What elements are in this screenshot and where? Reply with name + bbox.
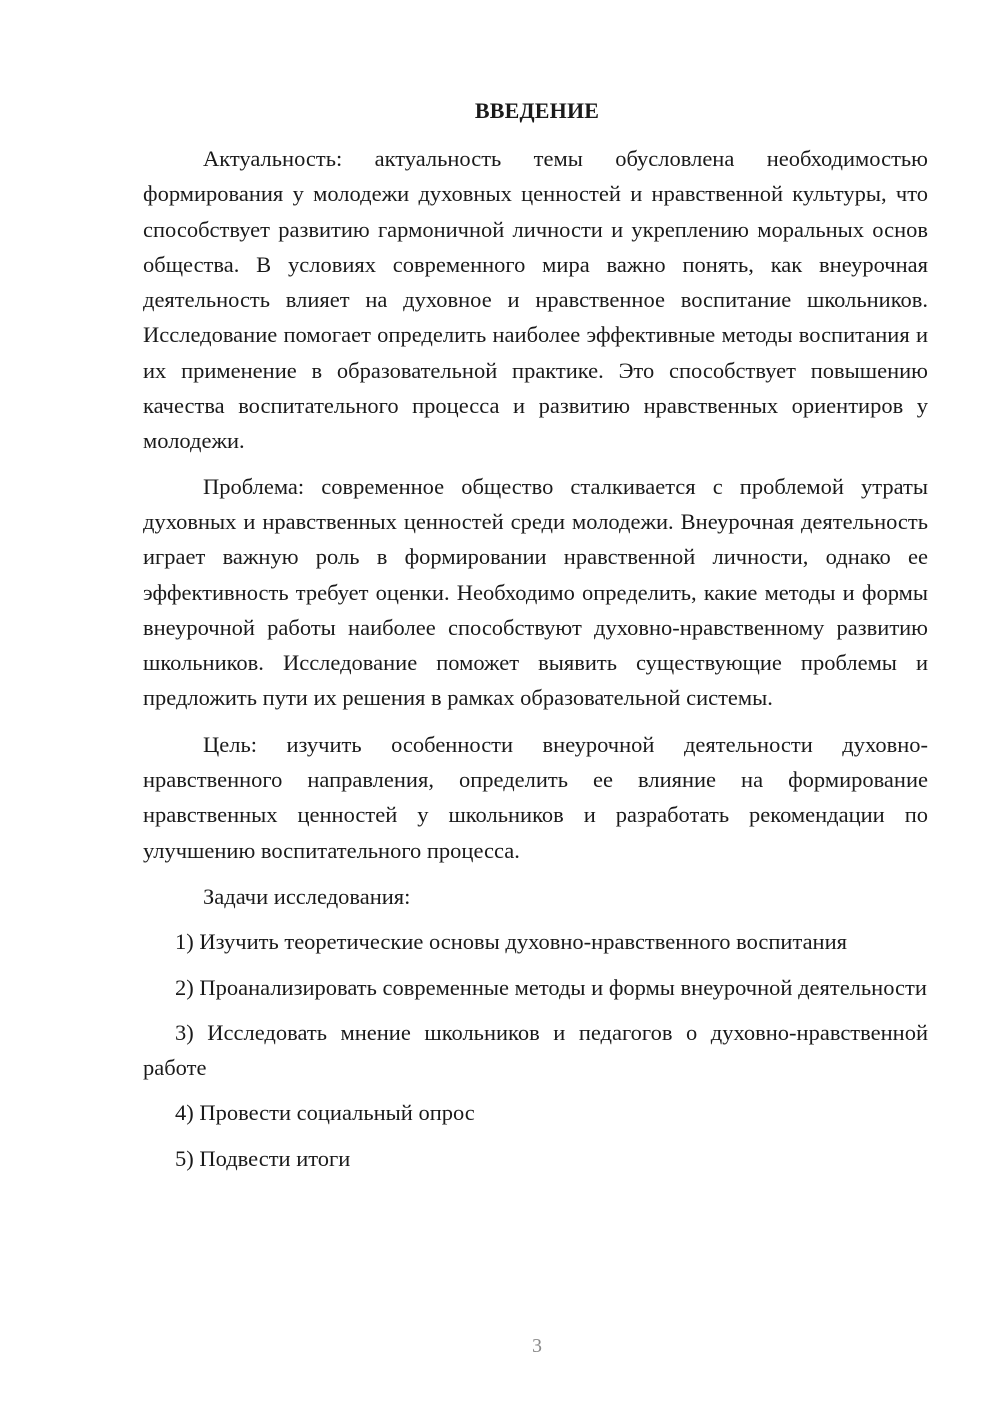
tasks-title: Задачи исследования: [203,883,411,909]
paragraph-problem: Проблема: современное общество сталкивается с проблемой утраты духовных и нравственных ценностей среди молодежи. Внеурочная деятельность играет важную роль в формировании нравственной личности, однако ее эффективность требует оценки. Необходимо определить, какие методы и формы внеурочной работы наиболее способствуют духовно-нравственному развитию школьников. Исследование поможет выявить существующие проблемы и предложить пути их решения в рамках образовательной системы. [143,473,928,711]
section-heading: ВВЕДЕНИЕ [474,98,600,123]
document-body [143,141,928,1176]
paragraph-goal: Цель: изучить особенности внеурочной деятельности духовно-нравственного направления, определить ее влияние на формирование нравственных ценностей у школьников и разработать рекомендации по улучшению воспитательного процесса. [143,731,928,863]
page-number: 3 [532,1335,542,1357]
task-item-5: 5) Подвести итоги [175,1145,351,1171]
task-item-1: 1) Изучить теоретические основы духовно-нравственного воспитания [175,929,847,955]
paragraph-relevance: Актуальность: актуальность темы обусловлена необходимостью формирования у молодежи духовных ценностей и нравственной культуры, что способствует развитию гармоничной личности и укреплению моральных основ общества. В условиях современного мира важно понять, как внеурочная деятельность влияет на духовное и нравственное воспитание школьников. Исследование помогает определить наиболее эффективные методы воспитания и их применение в образовательной практике. Это способствует повышению качества воспитательного процесса и развитию нравственных ориентиров у молодежи. [143,146,928,454]
task-item-2: 2) Проанализировать современные методы и формы внеурочной деятельности [175,974,927,1000]
task-item-3: 3) Исследовать мнение школьников и педагогов о духовно-нравственной работе [143,1019,928,1081]
task-item-4: 4) Провести социальный опрос [175,1100,475,1126]
